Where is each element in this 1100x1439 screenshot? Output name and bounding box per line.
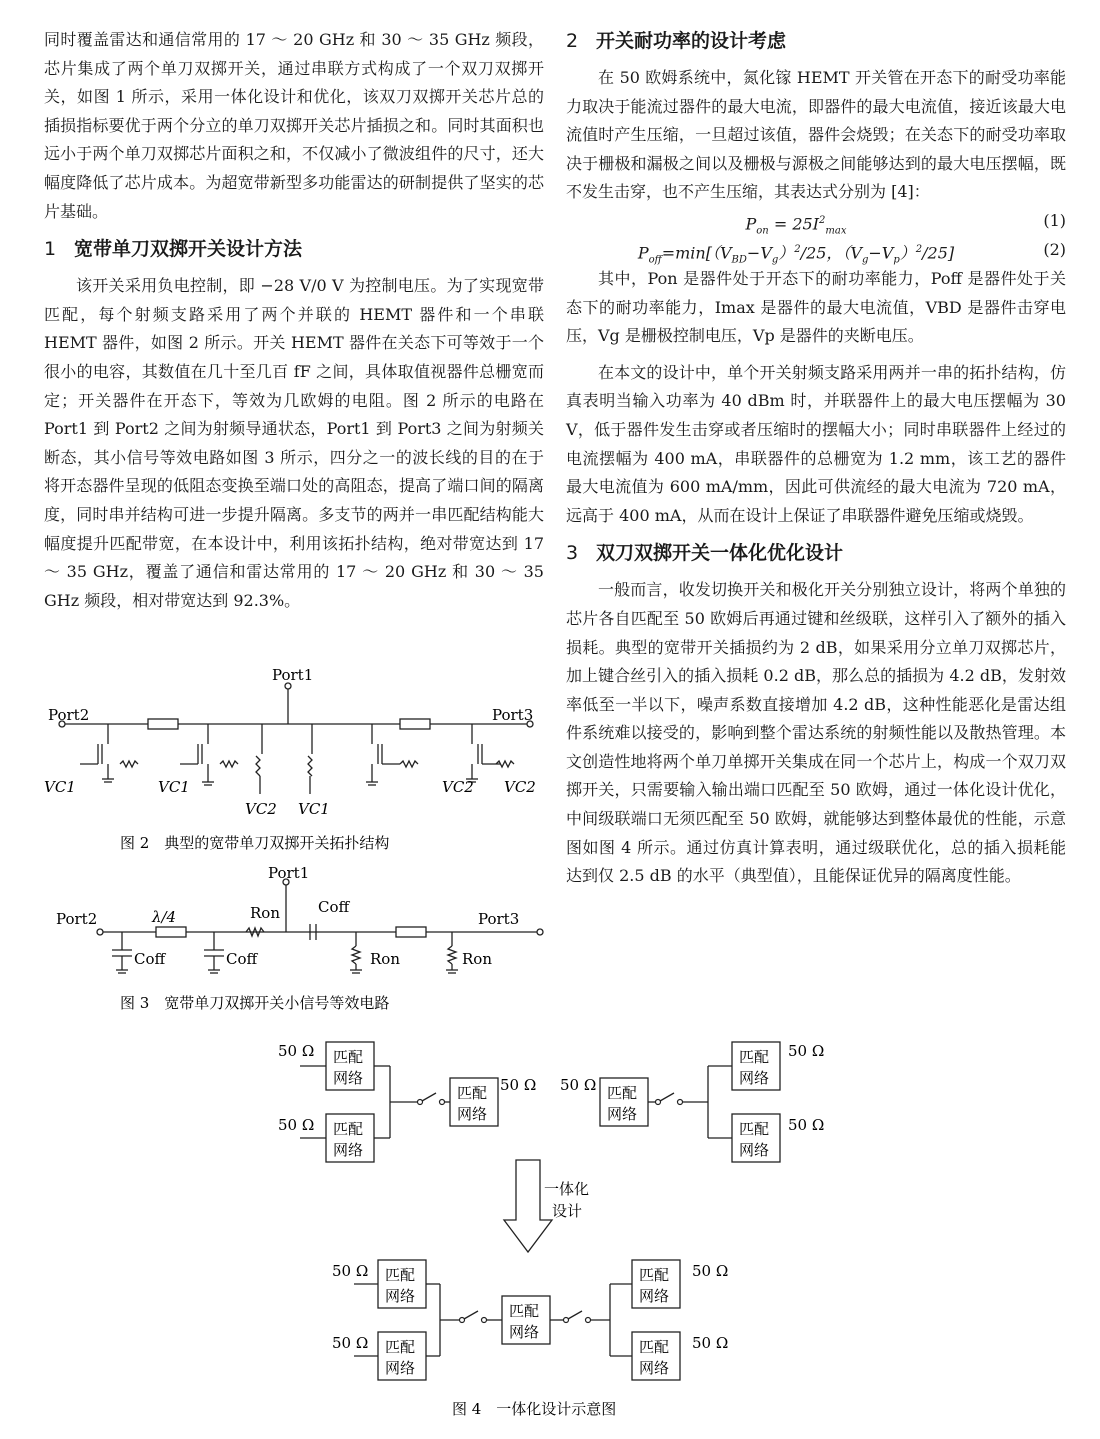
left-column xyxy=(44,26,544,615)
match-network-label: 匹配 xyxy=(457,1084,488,1102)
fig2-caption: 图 2 典型的宽带单刀双掷开关拓扑结构 xyxy=(120,834,390,852)
match-network-label: 网络 xyxy=(639,1359,670,1377)
equation-number: (2) xyxy=(1043,239,1066,259)
section-3-heading xyxy=(566,538,1066,568)
match-network-label: 匹配 xyxy=(333,1048,364,1066)
arrow-label: 一体化 xyxy=(544,1180,590,1198)
down-arrow xyxy=(504,1160,552,1252)
equation-number: (1) xyxy=(1043,210,1066,230)
match-network-label: 网络 xyxy=(739,1069,770,1087)
fig3-coff-label: Coff xyxy=(134,950,166,968)
fig2-vc2-label: VC2 xyxy=(504,778,536,796)
section-number: 3 xyxy=(566,542,579,565)
fig3-coff-label: Coff xyxy=(226,950,258,968)
match-network-label: 网络 xyxy=(739,1141,770,1159)
match-network-label: 匹配 xyxy=(739,1120,770,1138)
ohm-label: 50 Ω xyxy=(332,1334,369,1352)
switch-contact xyxy=(656,1100,661,1105)
fig2-port3-label: Port3 xyxy=(492,706,534,724)
section-1-heading xyxy=(44,234,544,264)
match-network-label: 网络 xyxy=(385,1359,416,1377)
switch-contact xyxy=(418,1100,423,1105)
switch-contact xyxy=(586,1318,591,1323)
intro-paragraph: 同时覆盖雷达和通信常用的 17 ～ 20 GHz 和 30 ～ 35 GHz 频段，芯片集成了两个单刀双掷开关，通过串联方式构成了一个双刀双掷开关，如图 1 所示，采用一体化设计和优化，该双刀双掷开关芯片总的插损指标要优于两个分立的单刀双掷开关芯片插损之和。同时其面积也远小于两个单刀双掷芯片面积之和，不仅减小了微波组件的尺寸，还大幅度降低了芯片成本。为超宽带新型多功能雷达的研制提供了坚实的芯片基础。 xyxy=(44,30,544,221)
match-network-label: 匹配 xyxy=(385,1338,416,1356)
fig2-vc1-label: VC1 xyxy=(298,800,330,818)
wire xyxy=(464,1311,478,1319)
fig3-ron-label: Ron xyxy=(462,950,492,968)
equation-1: $P_{on} = 25I^2_{max}$ (1) xyxy=(566,207,1066,236)
ohm-label: 50 Ω xyxy=(278,1116,315,1134)
section-title: 双刀双掷开关一体化优化设计 xyxy=(596,542,844,565)
match-network-label: 网络 xyxy=(385,1287,416,1305)
ohm-label: 50 Ω xyxy=(332,1262,369,1280)
section-2-paragraph: 在 50 欧姆系统中，氮化镓 HEMT 开关管在开态下的耐受功率能力取决于能流过器件的最大电流，即器件的最大电流值，接近该最大电流值时产生压缩，一旦超过该值，器件会烧毁；在关态下的耐受功率取决于栅极和漏极之间以及栅极与源极之间能够达到的最大电压摆幅，既不发生击穿，也不产生压缩，其表达式分别为 [4]： xyxy=(566,68,1066,202)
fig3-coff-label: Coff xyxy=(318,898,350,916)
match-network-label: 匹配 xyxy=(639,1338,670,1356)
section-title: 宽带单刀双掷开关设计方法 xyxy=(74,238,303,261)
match-network-label: 匹配 xyxy=(509,1302,540,1320)
match-network-label: 匹配 xyxy=(639,1266,670,1284)
arrow-label: 设计 xyxy=(552,1202,583,1220)
ohm-label: 50 Ω xyxy=(500,1076,537,1094)
section-title: 开关耐功率的设计考虑 xyxy=(596,30,787,52)
ohm-label: 50 Ω xyxy=(560,1076,597,1094)
ohm-label: 50 Ω xyxy=(788,1116,825,1134)
fig3-ron-label: Ron xyxy=(370,950,400,968)
section-3-paragraph: 一般而言，收发切换开关和极化开关分别独立设计，将两个单独的芯片各自匹配至 50 欧姆后再通过键和丝级联，这样引入了额外的插入损耗。典型的宽带开关插损约为 2 dB，如果采用分立单刀双掷芯片，加上键合丝引入的插入损耗 0.2 dB，那么总的插损为 4.2 dB，发射效率低至一半以下，噪声系数直接增加 4.2 dB，这种性能恶化是雷达组件系统难以接受的，影响到整个雷达系统的射频性能以及散热管理。本文创造性地将两个单刀单掷开关集成在同一个芯片上，构成一个双刀双掷开关，只需要输入输出端口匹配至 50 欧姆，通过一体化设计优化，中间级联端口无须匹配至 50 欧姆，就能够达到整体最优的性能，示意图如图 4 所示。通过仿真计算表明，通过级联优化，总的插入损耗能达到仅 2.5 dB 的水平（典型值），且能保证优异的隔离度性能。 xyxy=(566,580,1066,886)
equation-2: $P_{off}=\min[(V_{BD}-V_g)^2/25$，$(V_g-V_p)^2/25$] (2) xyxy=(566,236,1066,265)
fig2-vc2-label: VC2 xyxy=(245,800,277,818)
ohm-label: 50 Ω xyxy=(692,1334,729,1352)
fig2-port2-label: Port2 xyxy=(48,706,90,724)
ohm-label: 50 Ω xyxy=(278,1042,315,1060)
section-number: 1 xyxy=(44,238,57,261)
match-network-label: 网络 xyxy=(509,1323,540,1341)
figure-2-circuit xyxy=(40,664,550,854)
match-network-label: 网络 xyxy=(607,1105,638,1123)
ohm-label: 50 Ω xyxy=(788,1042,825,1060)
right-column xyxy=(566,26,1066,891)
match-network-label: 匹配 xyxy=(385,1266,416,1284)
fig3-lambda-label: λ/4 xyxy=(152,908,177,926)
ohm-label: 50 Ω xyxy=(692,1262,729,1280)
switch-contact xyxy=(678,1100,683,1105)
fig3-port1-label: Port1 xyxy=(268,866,310,882)
fig2-port1-label: Port1 xyxy=(272,666,314,684)
figure-3-circuit xyxy=(40,866,550,1016)
switch-contact xyxy=(564,1318,569,1323)
match-network-label: 匹配 xyxy=(333,1120,364,1138)
section-1-paragraph: 该开关采用负电控制，即 −28 V/0 V 为控制电压。为了实现宽带匹配，每个射频支路采用了两个并联的 HEMT 器件和一个串联 HEMT 器件，如图 2 所示。开关 HEMT 器件在关态下可等效于一个很小的电容，其数值在几十至几百 fF 之间，具体取值视器件总栅宽而定；开关器件在开态下，等效为几欧姆的电阻。图 2 所示的电路在 Port1 到 Port2 之间为射频导通状态，Port1 到 Port3 之间为射频关断态，其小信号等效电路如图 3 所示，四分之一的波长线的目的在于将开态器件呈现的低阻态变换至端口处的高阻态，提高了端口间的隔离度，同时串并结构可进一步提升隔离。多支节的两并一串匹配结构能大幅度提升匹配带宽，在本设计中，利用该拓扑结构，绝对带宽达到 17 ～ 35 GHz，覆盖了通信和雷达常用的 17 ～ 20 GHz 和 30 ～ 35 GHz 频段，相对带宽达到 92.3%。 xyxy=(44,276,544,610)
section-number: 2 xyxy=(566,30,579,52)
fig3-ron-label: Ron xyxy=(250,904,280,922)
fig2-vc1-label: VC1 xyxy=(158,778,190,796)
figure-4-diagram xyxy=(260,1030,840,1430)
fig4-caption: 图 4 一体化设计示意图 xyxy=(452,1400,617,1418)
match-network-label: 网络 xyxy=(639,1287,670,1305)
fig3-port3-label: Port3 xyxy=(478,910,520,928)
match-network-label: 网络 xyxy=(457,1105,488,1123)
fig3-caption: 图 3 宽带单刀双掷开关小信号等效电路 xyxy=(120,994,390,1012)
section-2-heading xyxy=(566,26,1066,56)
match-network-label: 网络 xyxy=(333,1141,364,1159)
match-network-label: 匹配 xyxy=(739,1048,770,1066)
fig2-vc2-label: VC2 xyxy=(442,778,474,796)
equation-explanation: 其中，Pon 是器件处于开态下的耐功率能力，Poff 是器件处于关态下的耐功率能力，Imax 是器件的最大电流值，VBD 是器件击穿电压，Vg 是栅极控制电压，Vp 是器件的夹断电压。 xyxy=(566,268,1066,346)
fig2-vc1-label: VC1 xyxy=(44,778,76,796)
wire xyxy=(660,1093,674,1101)
switch-contact xyxy=(482,1318,487,1323)
switch-contact xyxy=(460,1318,465,1323)
wire xyxy=(422,1093,436,1101)
fig3-port2-label: Port2 xyxy=(56,910,98,928)
design-paragraph: 在本文的设计中，单个开关射频支路采用两并一串的拓扑结构，仿真表明当输入功率为 40 dBm 时，并联器件上的最大电压摆幅为 30 V，低于器件发生击穿或者压缩时的摆幅大小；同时串联器件上经过的电流摆幅为 400 mA，串联器件的总栅宽为 1.2 mm，该工艺的器件最大电流值为 600 mA/mm，因此可供流经的最大电流为 720 mA，远高于 400 mA，从而在设计上保证了串联器件避免压缩或烧毁。 xyxy=(566,362,1066,525)
match-network-label: 网络 xyxy=(333,1069,364,1087)
match-network-label: 匹配 xyxy=(607,1084,638,1102)
switch-contact xyxy=(440,1100,445,1105)
wire xyxy=(568,1311,582,1319)
